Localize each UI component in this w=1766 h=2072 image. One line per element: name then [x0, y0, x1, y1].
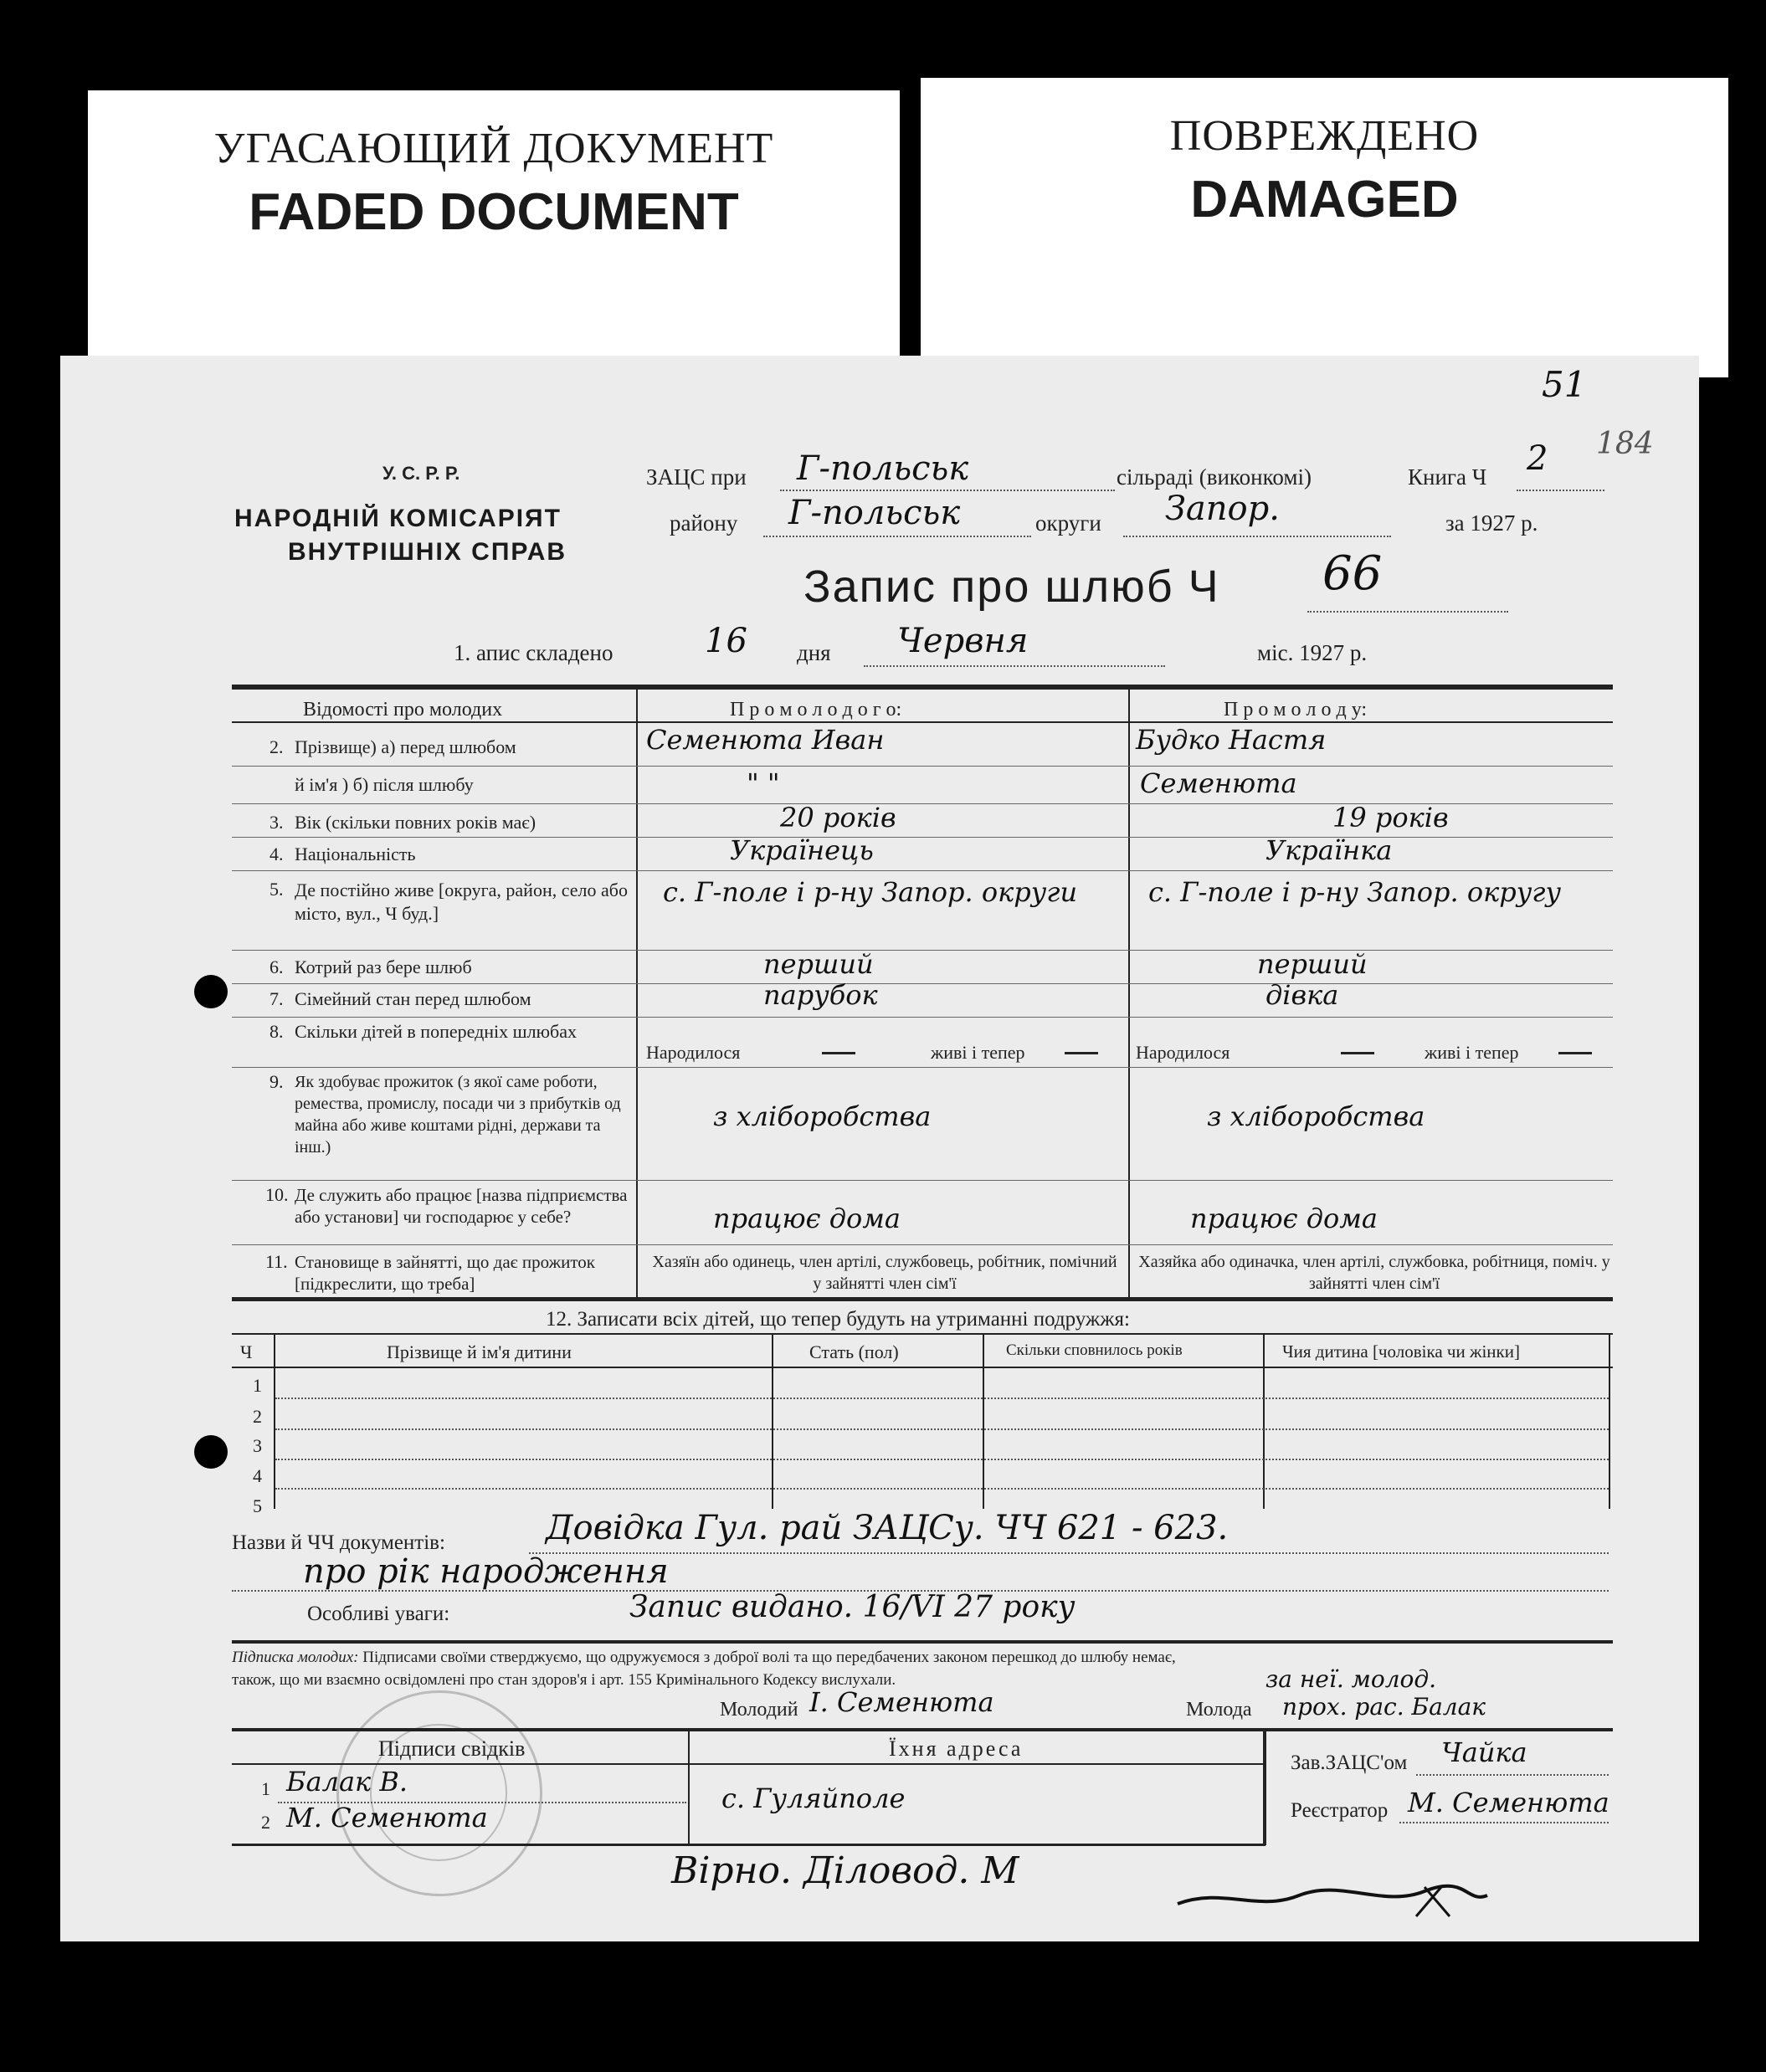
okrug-underline — [1123, 536, 1391, 537]
faded-label-en: FADED DOCUMENT — [249, 183, 739, 241]
groom-nationality: Українець — [730, 834, 874, 866]
bride-surname-after: Семенюта — [1140, 767, 1297, 799]
damaged-document-label — [921, 78, 1728, 377]
month-underline — [864, 665, 1165, 667]
bride-signature-label: Молода — [1186, 1699, 1252, 1721]
groom-surname-after: " " — [747, 767, 780, 799]
registrar-label: Реєстратор — [1291, 1799, 1389, 1822]
row-label: Прізвище) а) перед шлюбом — [295, 736, 516, 757]
row-label — [295, 1021, 613, 1043]
record-month: Червня — [897, 622, 1029, 660]
bride-surname-before: Будко Настя — [1136, 724, 1327, 756]
groom-signature: І. Семенюта — [809, 1686, 994, 1718]
row-label: Сімейний стан перед шлюбом — [295, 988, 531, 1009]
row-label: Котрий раз бере шлюб — [295, 957, 472, 977]
zags-head-signature: Чайка — [1441, 1736, 1527, 1768]
groom-marriage-count: перший — [763, 948, 874, 980]
children-header-number: Ч — [240, 1341, 253, 1362]
witness-address: с. Гуляйполе — [721, 1782, 906, 1814]
documents-label: Назви й ЧЧ документів: — [232, 1531, 445, 1554]
groom-surname-before: Семенюта Иван — [646, 724, 885, 756]
bride-alive-label: живі і тепер — [1425, 1042, 1519, 1063]
bride-age: 19 років — [1332, 802, 1449, 833]
child-row-number: 5 — [253, 1495, 262, 1516]
archive-page-number: 184 — [1596, 427, 1654, 461]
col-header-groom: П р о м о л о д о г о: — [730, 699, 902, 721]
district-value: Г-польськ — [788, 494, 961, 532]
witness-2-name: М. Семенюта — [286, 1802, 488, 1834]
zags-head-label: Зав.ЗАЦС'ом — [1291, 1751, 1408, 1774]
row-label: 2. — [270, 736, 284, 757]
row-label: 6. — [270, 957, 284, 977]
children-header-sex: Стать (пол) — [809, 1341, 899, 1362]
workplace-label: Де служить або працює [назва підприємства або установи] чи господарює у себе? — [295, 1185, 628, 1227]
address-header: Їхня адреса — [889, 1736, 1024, 1761]
row-label: 4. — [270, 844, 284, 864]
bride-born-label: Народилося — [1136, 1042, 1230, 1063]
zags-prefix: ЗАЦС при — [646, 464, 747, 490]
punch-hole — [194, 975, 228, 1008]
witness-1-name: Балак В. — [286, 1766, 408, 1798]
faded-document-label — [88, 90, 900, 385]
row-label: 8. — [270, 1021, 284, 1042]
bride-nationality: Українка — [1265, 834, 1393, 866]
book-number: 2 — [1527, 439, 1548, 478]
child-row-number: 4 — [253, 1465, 262, 1486]
bride-residence — [1148, 874, 1617, 910]
bride-workplace: працює дома — [1190, 1203, 1378, 1234]
bride-signature-line-1: за неї. молод. — [1265, 1665, 1437, 1693]
children-section-title: 12. Записати всіх дітей, що тепер будуть на утриманні подружжя: — [546, 1308, 1130, 1331]
remarks-value: Запис видано. 16/VI 27 року — [629, 1590, 1076, 1624]
district-label: району — [670, 510, 738, 536]
children-header-name: Прізвище й ім'я дитини — [387, 1341, 572, 1362]
witness-header: Підписи свідків — [378, 1736, 526, 1761]
bride-marriage-count: перший — [1257, 948, 1368, 980]
row-label: 5. — [270, 879, 284, 900]
groom-residence — [663, 874, 1132, 910]
zags-underline — [780, 490, 1115, 491]
groom-age: 20 років — [780, 802, 896, 833]
child-row-number: 2 — [253, 1406, 262, 1427]
occupation-status-label: Становище в зайнятті, що дає прожиток [підкреслити, що треба] — [295, 1252, 595, 1294]
ussr-label: У. С. Р. Р. — [382, 463, 460, 484]
groom-workplace: працює дома — [713, 1203, 901, 1234]
bride-occupation-text: Хазяйка або одиначка, член артілі, службовка, робітниця, поміч. у зайнятті член сім'ї — [1138, 1253, 1610, 1293]
col-header-bride: П р о м о л о д у: — [1224, 699, 1368, 721]
row-label: й ім'я ) б) після шлюбу — [295, 774, 474, 795]
child-row-number: 3 — [253, 1435, 262, 1456]
registrar-signature: М. Семенюта — [1408, 1787, 1609, 1818]
livelihood-label: Як здобуває прожиток (з якої саме роботи, ремества, промислу, посади чи з прибутків од майна або живе коштами рідні, держави та інш.) — [295, 1073, 621, 1157]
groom-marital-status: парубок — [763, 979, 878, 1011]
documents-value-continued: про рік народження — [303, 1552, 669, 1591]
row-label: 11. — [265, 1251, 288, 1272]
children-header-age: Скільки сповнилось років — [1006, 1341, 1183, 1359]
groom-livelihood: з хліборобства — [713, 1100, 932, 1132]
children-count-label: Скільки дітей в попередніх шлюбах — [295, 1021, 577, 1042]
bride-occupation-status — [1136, 1251, 1613, 1295]
witness-number: 1 — [261, 1778, 270, 1799]
col-header-info: Відомості про молодих — [303, 699, 503, 721]
row-label: Національність — [295, 844, 416, 864]
day-label: дня — [797, 640, 831, 665]
book-underline — [1517, 490, 1604, 491]
archive-number: 51 — [1542, 364, 1587, 405]
punch-hole — [194, 1435, 228, 1469]
row-label: Вік (скільки повних років має) — [295, 812, 536, 833]
groom-residence-text: с. Г-поле і р-ну Запор. округи — [663, 876, 1078, 908]
declaration-lead: Підписка молодих: — [232, 1649, 359, 1666]
commissariat-subtitle: ВНУТРІШНІХ СПРАВ — [288, 538, 567, 566]
documents-value: Довідка Гул. рай ЗАЦСу. ЧЧ 621 - 623. — [546, 1509, 1229, 1547]
groom-occupation-status — [646, 1251, 1123, 1295]
groom-born-label: Народилося — [646, 1042, 741, 1063]
row-label — [295, 1184, 629, 1228]
commissariat-title: НАРОДНІЙ КОМІСАРІЯТ — [234, 505, 562, 532]
book-label: Книга Ч — [1408, 464, 1487, 490]
children-header-parent: Чия дитина [чоловіка чи жінки] — [1282, 1341, 1520, 1362]
village-council-label: сільраді (виконкомі) — [1117, 464, 1312, 490]
record-number: 66 — [1322, 546, 1383, 601]
okrug-value: Запор. — [1165, 490, 1280, 528]
table-divider — [1128, 688, 1130, 1299]
bride-signature-line-2: прох. рас. Балак — [1282, 1693, 1486, 1721]
okrug-label: округи — [1035, 510, 1101, 536]
damaged-label-en: DAMAGED — [1190, 171, 1459, 228]
bride-marital-status: дівка — [1265, 979, 1339, 1011]
declaration-line-2: також, що ми взаємно освідомлені про стан здоров'я і арт. 155 Кримінального Кодексу вислухали. — [232, 1671, 896, 1689]
row-label: 3. — [270, 812, 284, 833]
declaration-line-1: Підписами своїми стверджуємо, що одружуємося з доброї волі та що передбачених законом перешкод до шлюбу немає, — [362, 1649, 1176, 1666]
row-label: 10. — [265, 1184, 289, 1205]
faded-label-ru: УГАСАЮЩИЙ ДОКУМЕНТ — [213, 125, 774, 172]
residence-label: Де постійно живе [округа, район, село або місто, вул., Ч буд.] — [295, 880, 628, 924]
remarks-label: Особливі уваги: — [307, 1603, 450, 1625]
row-label — [295, 1071, 629, 1158]
clerk-signature-flourish — [1173, 1870, 1491, 1929]
row-label: 9. — [270, 1071, 284, 1092]
damaged-label-ru: ПОВРЕЖДЕНО — [1169, 112, 1480, 160]
date-suffix: міс. 1927 р. — [1257, 640, 1368, 665]
row-label: 7. — [270, 988, 284, 1009]
marriage-record-form — [60, 356, 1699, 1941]
groom-signature-label: Молодий — [720, 1699, 798, 1721]
child-row-number: 1 — [253, 1375, 262, 1396]
witness-number: 2 — [261, 1812, 270, 1833]
record-day: 16 — [705, 622, 747, 660]
row-label — [295, 879, 629, 926]
bride-livelihood: з хліборобства — [1207, 1100, 1425, 1132]
bride-residence-text: с. Г-поле і р-ну Запор. округу — [1148, 876, 1562, 908]
record-number-underline — [1307, 611, 1508, 613]
declaration-text — [232, 1649, 1176, 1667]
year-label: за 1927 р. — [1445, 510, 1538, 536]
record-title: Запис про шлюб Ч — [803, 562, 1220, 612]
table-top-border — [232, 685, 1613, 690]
groom-alive-label: живі і тепер — [931, 1042, 1025, 1063]
groom-occupation-text: Хазяїн або одинець, член артілі, службовець, робітник, помічний у зайнятті член сім'ї — [652, 1253, 1117, 1293]
certification-signature: Вірно. Діловод. М — [671, 1849, 1019, 1892]
row-label — [295, 1251, 629, 1295]
date-prefix: 1. апис складено — [454, 640, 613, 665]
table-divider — [636, 688, 638, 1299]
zags-value: Г-польськ — [797, 449, 969, 488]
district-underline — [763, 536, 1031, 537]
